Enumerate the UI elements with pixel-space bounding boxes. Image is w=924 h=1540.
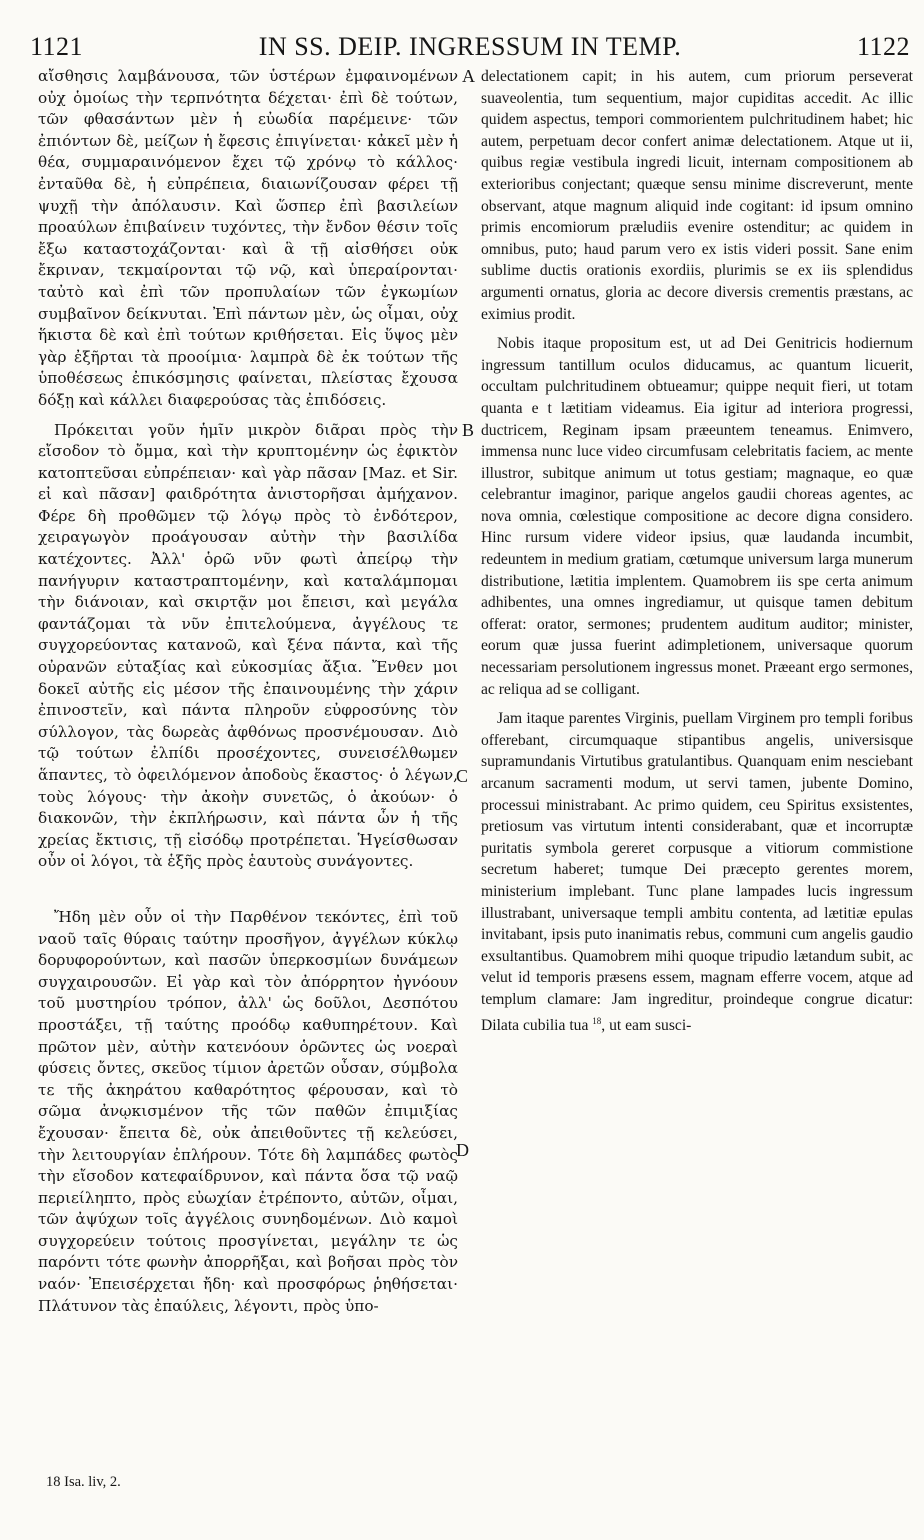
latin-paragraph-2: Nobis itaque propositum est, ut ad Dei Genitricis hodiernum ingressum tantillum oculos diducamus, ac quantum licuerit, occultam pulchritudinem obtueamur; quippe nequit fieri, ut totam quanta e t lætitiam videamus. Eia igitur ad interiora progressi, ductricem, Reginam ipsam præeuntem teneamus. Enimvero, immensa nunc luce video circumfusam celebritatis faciem, ac mente illustror, subitque animum ut totus gestiam; magnaque, eo quæ celebrantur imaginor, parique angelos gaudii choreas agentes, ac nova omnia, cœlestique compositione ac decore digna considero. Hinc rursum videre videor ipsius, quæ laudanda incumbit, redeuntem in medium gratiam, cœtumque universum larga munerum distributione, lætitia implentem. Quamobrem iis spe certa animum adhibentes, una omnes ingrediamur, ut quisque tamen debitum offerat: orator, sermones; prudentem auditum auditor; minister, eorum quæ jussa fuerint adimpletionem, universaque quorum necessariam persolutionem ingressus monet. Præeant ergo sermones, ac reliqua ad se colligant. — [481, 335, 913, 698]
footnote-reference: 18 — [592, 1015, 602, 1026]
latin-paragraph-3 — [481, 708, 913, 1036]
running-header — [30, 26, 910, 62]
greek-paragraph-1: αἴσθησις λαμβάνουσα, τῶν ὑστέρων ἐμφαινομένων οὐχ ὁμοίως τὴν τερπνότητα δέχεται· ἐπὶ δὲ τούτων, τῶν φθασάντων μὲν ἡ εὐωδία παρέμεινε· τῶν ἐπιόντων δὲ, μείζων ἡ ἔφεσις ἐπιγίνεται· κἀκεῖ μὲν ἡ θέα, συμμαραινόμενον ἔχει τῷ χρόνῳ τὸ κάλλος· ἐνταῦθα δὲ, ἡ εὐπρέπεια, διαιωνίζουσαν φέρει τῇ ψυχῇ τὴν ἀπόλαυσιν. Καὶ ὥσπερ ἐπὶ βασιλείων προαύλων ἐπιβαίνειν τυχόντες, τὴν ἔνδον θέσιν τοῖς ἔξω καταστοχάζονται· καὶ ἃ τῇ αἰσθήσει οὐκ ἔκριναν, τεκμαίρονται τῷ νῷ, καὶ ὑπεραίρονται· ταὐτὸ καὶ ἐπὶ τῶν προπυλαίων τῶν ἐγκωμίων συμβαῖνον δείκνυται. Ἐπὶ πάντων μὲν, ὡς οἶμαι, οὐχ ἥκιστα δὲ καὶ ἐπὶ τούτων κριθήσεται. Εἰς ὕψος μὲν γὰρ ἐξῆρται τὰ προοίμια· λαμπρὰ δὲ ἐκ τούτων τῆς ὑποθέσεως ἐπικόσμησις φαίνεται, πλείστας ἔχουσα δόξῃ καὶ κάλλει διαφερούσας τὰς ἐπιδόσεις. — [38, 67, 458, 409]
latin-paragraph-3-text: Jam itaque parentes Virginis, puellam Virginem pro templi foribus offerebant, circumquaque stipantibus angelis, universisque supramundanis Virtutibus gratulantibus. Quanquam enim nesciebant arcanum sacramenti modum, ut servi tamen, jubente Domino, processui ministrabant. Ac primo quidem, ceu Spiritus exsistentes, pretiosum vas virtutum intenti considerabant, quæ et incorruptæ puritatis symbola gereret corpusque a vitiorum commistione secretum haberet; tumque Dei præcepto gerentes morem, ministerium implebant. Tunc plane lampades lucis ingressum illustrabant, universaque templi ambitu contenta, ad lætitiæ epulas invitabant, ipsis puto inanimatis rebus, communi cum angelis gaudio exsultantibus. Quamobrem mihi quoque tripudio lætandum subit, ac velut id temporis præsens essem, magnam efferre vocem, atque ad templum clamare: Jam ingreditur, proindeque congrue dicatur: Dilata cubilia tua — [481, 710, 913, 1034]
greek-column — [38, 66, 458, 1325]
latin-paragraph-3-end: , ut eam susci- — [601, 1016, 692, 1034]
running-title: IN SS. DEIP. INGRESSUM IN TEMP. — [258, 32, 682, 61]
margin-marker-a: A — [462, 66, 475, 86]
greek-paragraph-2: Πρόκειται γοῦν ἡμῖν μικρὸν διᾶραι πρὸς τὴν εἴσοδον τὸ ὄμμα, καὶ τὴν κρυπτομένην ὡς ἐφικτὸν κατοπτεῦσαι εὐπρέπειαν· καὶ γὰρ πᾶσαν [Maz. et Sir. εἰ καὶ πᾶσαν] φαιδρότητα ἀνιστορῆσαι ἀμήχανον. Φέρε δὴ προθῶμεν τῷ λόγῳ πρὸς τὸ ἐνδότερον, χειραγωγὸν προάγουσαν αὐτὴν τὴν βασιλίδα κατέχοντες. Ἀλλ' ὁρῶ νῦν φωτὶ ἀπείρῳ τὴν πανήγυριν καταστραπτομένην, καὶ καταλάμπομαι τὴν διάνοιαν, καὶ σκιρτᾷν μοι ἔπεισι, καὶ μεγάλα φαντάζομαι τὰ νῦν ἐπιτελούμενα, ἀγγέλους τε συγχορεύοντας κατανοῶ, καὶ ξένα πάντα, καὶ τῆς οὐρανῶν εὐταξίας καὶ εὐκοσμίας ἄξια. Ἔνθεν μοι δοκεῖ αὐτῆς εἰς μέσον τῆς ἐπαινουμένης τὴν χάριν ἐπινοστεῖν, καὶ πάντα πληροῦν εὐφροσύνης τὸν σύλλογον, τὰς δωρεὰς ἀφθόνως προσνέμουσαν. Διὸ τῷ τούτων ἐλπίδι προσέχοντες, συνεισέλθωμεν ἅπαντες, τὸ ὀφειλόμενον ἀποδοὺς ἕκαστος· ὁ λέγων, τοὺς λόγους· τὴν ἀκοὴν συνετῶς, ὁ ἀκούων· ὁ διακονῶν, τὴν ἐκπλήρωσιν, καὶ πάντα ὧν ἡ τῆς χρείας ἔκτισις, τῇ εἰσόδῳ προτρέπεται. Ἡγείσθωσαν οὖν οἱ λόγοι, τὰ ἑξῆς πρὸς ἑαυτοὺς συνάγοντες. — [38, 420, 458, 871]
margin-marker-d: D — [456, 1140, 469, 1160]
latin-column — [481, 66, 913, 1044]
page-number-left: 1121 — [30, 32, 84, 61]
margin-marker-c: C — [456, 766, 469, 786]
margin-marker-b: B — [462, 420, 475, 440]
latin-paragraph-1: delectationem capit; in his autem, cum priorum perseverat suaveolentia, tum sequentium, major cupiditas accedit. Ac illic quidem aspectus, tempori commorientem pulchritudinem habet; hic autem, perpetuam decor confert animæ delectationem. Atque ut ii, quibus regiæ vestibula ingredi licuit, internam compositionem ab exterioribus conjectant; quæque sensu minime discreverunt, mente observant, atque magnum aliquid inde cogitant: id ipsum omnino primis encomiorum præludiis evenire ostenditur; ac quidem in omnibus, puto; haud parum vero ex istis videri possit. Sane enim sublime ductis orationis exordiis, plurimis se ex iis splendidus argumenti ornatus, gloria ac decore diversis crementis præstans, ac eximius prodit. — [481, 68, 913, 323]
footnote: 18 Isa. liv, 2. — [46, 1474, 121, 1490]
page-number-right: 1122 — [856, 32, 910, 61]
greek-paragraph-3: Ἤδη μὲν οὖν οἱ τὴν Παρθένον τεκόντες, ἐπὶ τοῦ ναοῦ ταῖς θύραις ταύτην προσῆγον, ἀγγέλων κύκλῳ δορυφορούντων, καὶ πασῶν ὑπερκοσμίων δυνάμεων συγχαιρουσῶν. Εἰ γὰρ καὶ τὸν ἀπόρρητον ἠγνόουν τοῦ μυστηρίου τρόπον, ἀλλ' ὡς δοῦλοι, Δεσπότου προστάξει, τῇ ταύτης προόδῳ καθυπηρέτουν. Καὶ πρῶτον μὲν, αὐτὴν κατενόουν ὁρῶντες ὡς νοεραὶ φύσεις ὄντες, σκεῦος τίμιον ἀρετῶν οὖσαν, σύμβολα τε τῆς ἀκηράτου καθαρότητος φέρουσαν, καὶ τὸ σῶμα ἀνῳκισμένον τῆς τῶν παθῶν ἐπιμιξίας ἔχουσαν· ἔπειτα δὲ, οὐκ ἀπειθοῦντες τῇ κελεύσει, τὴν λειτουργίαν ἐπλήρουν. Τότε δὴ λαμπάδες φωτὸς τὴν εἴσοδον κατεφαίδρυνον, καὶ πάντα ὅσα τῷ ναῷ περιείληπτο, πρὸς εὐωχίαν ἐτρέποντο, αὐτῶν, οἶμαι, τῶν ἀψύχων τοῖς ἀγγέλοις συνηδομένων. Διὸ καμοὶ συγχορεύειν τούτοις προσγίνεται, μεγάλην τε ὡς παρόντι τότε φωνὴν ἀπορρῆξαι, καὶ βοῆσαι πρὸς τὸν ναόν· Ἐπεισέρχεται ἤδη· καὶ προσφόρως ῥηθήσεται· Πλάτυνον τὰς ἐπαύλεις, λέγοντι, πρὸς ὑπο- — [38, 907, 458, 1315]
